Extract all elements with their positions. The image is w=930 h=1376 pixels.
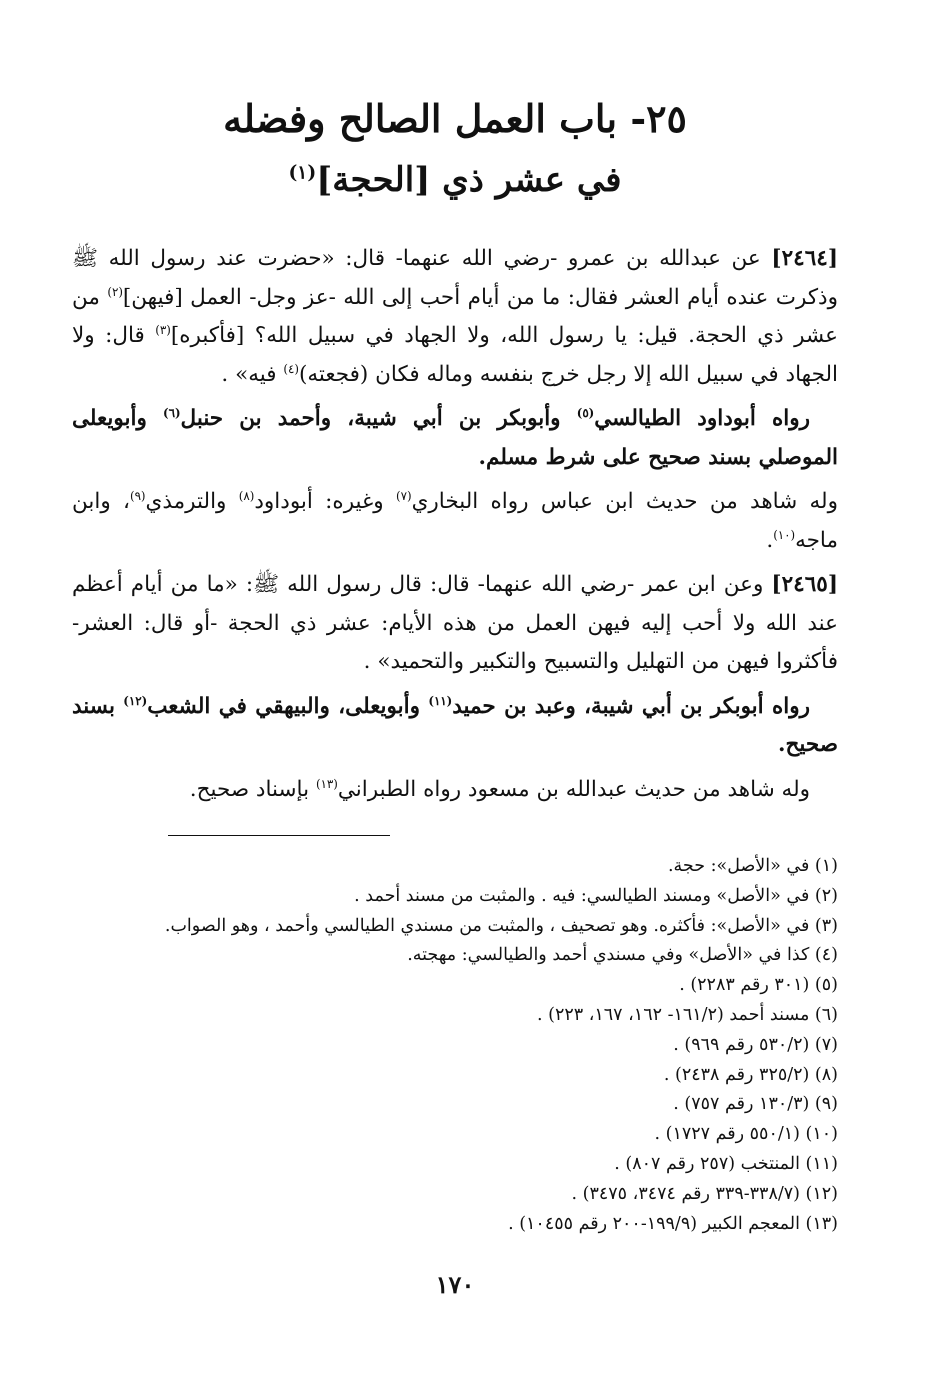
chapter-title: ٢٥- باب العمل الصالح وفضله [223,96,687,141]
footnote-ref: (١٣) [315,776,338,791]
page-number: ١٧٠ [435,1270,475,1299]
hadith-text: قال: ولا الجهاد في سبيل الله إلا رجل خرج بنفسه وماله فكان (فجعته) [72,323,838,387]
takhrij-2464 [72,400,838,477]
footnote: (٢) في «الأصل» ومسند الطيالسي: فيه . والمثبت من مسند أحمد . [354,885,838,906]
footnote-ref: (١٢) [123,693,148,708]
hadith-text: عن عبدالله بن عمرو -رضي الله عنهما- قال: «حضرت عند رسول الله ﷺ وذكرت عنده أيام العشر فقال: ما من أيام أحب إلى الله -عز وجل- العمل [فيهن] [72,246,839,310]
hadith-2465 [72,566,838,682]
takhrij-text: وأبوبكر بن أبي شيبة، وأحمد بن حنبل [180,406,577,431]
footnote-ref: (٦) [163,405,181,420]
shahid-text: وله شاهد من حديث ابن عباس رواه البخاري [411,489,838,514]
takhrij-text: رواه أبوبكر بن أبي شيبة، وعبد بن حميد [452,693,810,719]
shahid-text: وغيره: أبوداود [254,489,396,514]
footnote: (٣) في «الأصل»: فأكثره. وهو تصحيف ، والمثبت من مسندي الطيالسي وأحمد ، وهو الصواب. [164,915,838,936]
shahid-2464 [72,483,838,560]
shahid-text: ، وابن ماجه [72,489,838,553]
shahid-text: . [766,527,774,553]
footnote: (١١) المنتخب (٢٥٧ رقم ٨٠٧) . [614,1153,838,1174]
footnote: (٧) (٥٣٠/٢ رقم ٩٦٩) . [673,1034,838,1055]
shahid-text: وله شاهد من حديث عبدالله بن مسعود رواه الطبراني [337,776,810,802]
main-text [72,240,838,815]
footnote-ref: (٧) [395,488,412,503]
shahid-text: بإسناد صحيح. [189,776,316,802]
footnote: (٦) مسند أحمد (١٦١/٢- ١٦٢، ١٦٧، ٢٢٣) . [537,1004,838,1025]
hadith-number: [٢٤٦٤] [771,246,838,271]
footnote-ref: (٥) [576,405,595,420]
takhrij-text: وأبويعلى الموصلي بسند صحيح على شرط مسلم. [72,406,838,470]
footnotes-list [72,852,838,1239]
footnote: (٤) كذا في «الأصل» وفي مسندي أحمد والطيالسي: مهجته. [407,945,838,966]
footnote-ref: (٣) [155,322,171,337]
hadith-text: وعن ابن عمر -رضي الله عنهما- قال: قال رسول الله ﷺ: «ما من أيام أعظم عند الله ولا أحب إليه فيهن العمل من هذه الأيام: عشر ذي الحجة -أو قال: العشر- فأكثروا فيهن من التهليل والتسبيح والتكبير والتحميد» . [72,572,839,674]
book-page [72,0,838,1376]
takhrij-text: بسند صحيح. [72,693,838,757]
hadith-2464 [72,240,838,394]
footnote-ref: (٨) [238,488,255,503]
footnote: (٥) (٣٠١ رقم ٢٢٨٣) . [679,975,838,996]
hadith-text: فيه» . [221,361,284,387]
takhrij-text: وأبويعلى، والبيهقي في الشعب [147,693,429,719]
takhrij-text: رواه أبوداود الطيالسي [594,406,810,431]
footnote-separator [168,835,390,836]
footnote-ref: (١١) [428,693,453,708]
footnote-ref: (١) [288,161,317,184]
footnote: (٩) (١٣٠/٣ رقم ٧٥٧) . [673,1094,838,1115]
chapter-subtitle-text: في عشر ذي [الحجة] [316,160,622,200]
footnote-ref: (٩) [129,488,146,503]
footnote-ref: (١٠) [773,527,796,542]
chapter-subtitle [72,160,838,201]
footnote: (١٠) (٥٥٠/١ رقم ١٧٢٧) . [654,1124,838,1145]
footnote: (١٢) (٣٣٨/٧-٣٣٩ رقم ٣٤٧٤، ٣٤٧٥) . [571,1183,838,1204]
footnote: (١٣) المعجم الكبير (١٩٩/٩-٢٠٠ رقم ١٠٤٥٥) . [508,1213,838,1234]
shahid-text: والترمذي [145,489,239,514]
footnote-ref: (٢) [107,284,123,299]
footnote-ref: (٤) [283,361,299,376]
takhrij-2465 [72,688,838,765]
hadith-number: [٢٤٦٥] [771,572,838,597]
shahid-2465 [72,771,838,810]
footnote: (٨) (٣٢٥/٢ رقم ٢٤٣٨) . [663,1064,838,1085]
footnote: (١) في «الأصل»: حجة. [667,856,838,876]
hadith-text: من عشر ذي الحجة. قيل: يا رسول الله، ولا الجهاد في سبيل الله؟ [فأكبره] [72,284,838,348]
